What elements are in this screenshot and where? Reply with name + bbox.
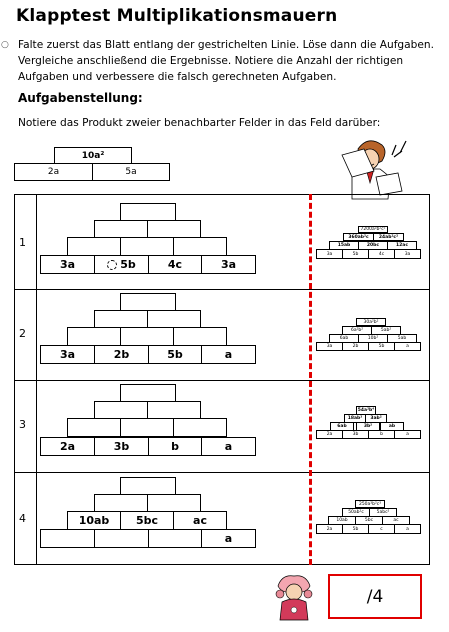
row-divider — [14, 472, 430, 473]
wall-brick[interactable] — [94, 220, 148, 238]
solution-brick: 5ab — [387, 334, 417, 343]
solution-brick: b — [368, 430, 395, 439]
wall-brick[interactable] — [147, 220, 201, 238]
solution-brick: 10b² — [358, 334, 388, 343]
wall-brick[interactable] — [120, 203, 176, 221]
cursor-icon — [107, 260, 117, 270]
solution-brick: 24ab²c² — [373, 233, 404, 241]
wall-brick: b — [148, 437, 202, 456]
wall-brick — [94, 255, 149, 274]
wall-brick[interactable] — [120, 237, 174, 256]
row-number: 3 — [19, 418, 26, 431]
wall-brick[interactable] — [67, 327, 121, 346]
wall-brick: 3a — [201, 255, 256, 274]
wall-brick[interactable] — [94, 529, 149, 548]
wall-brick: 3b — [94, 437, 149, 456]
wall-brick[interactable] — [147, 494, 201, 512]
teacher-illustration — [336, 135, 414, 200]
wall-brick[interactable] — [94, 310, 148, 328]
intro-text: Falte zuerst das Blatt entlang der gestrichelten Linie. Löse dann die Aufgaben. Vergleiche anschließend die Ergebnisse. Notiere die Anzahl der richtigen Aufgaben und verbessere die falsch gerechneten Aufgaben. — [18, 39, 434, 83]
wall-brick[interactable] — [120, 418, 174, 437]
example-left-brick: 2a — [14, 163, 93, 181]
solution-brick: c — [368, 524, 395, 534]
wall-brick: 2a — [40, 437, 95, 456]
solution-brick: 12ac — [387, 241, 417, 250]
solution-brick: 5b — [342, 524, 369, 534]
wall-brick[interactable] — [173, 418, 227, 437]
solution-brick: 7200a²b²c² — [358, 226, 388, 233]
solution-brick: 10ab — [328, 516, 356, 525]
solution-brick: 2a — [316, 430, 343, 439]
fold-line — [309, 194, 312, 565]
wall-brick: a — [201, 345, 256, 364]
solution-brick: 6a²b² — [342, 326, 372, 335]
solution-brick: 3a — [316, 342, 343, 351]
example-top-brick: 10a² — [54, 147, 132, 164]
solution-brick: 5b — [342, 249, 369, 259]
solution-brick: 2a — [316, 524, 343, 534]
wall-brick: ac — [173, 511, 227, 530]
solution-brick: 18ab³ — [344, 414, 366, 423]
wall-brick: a — [201, 529, 256, 548]
solution-brick: 3a — [394, 249, 421, 259]
wall-brick[interactable] — [147, 310, 201, 328]
solution-brick: ac — [382, 516, 410, 525]
row-number: 2 — [19, 327, 26, 340]
wall-brick[interactable] — [120, 477, 176, 495]
solution-brick: 5ab² — [371, 326, 401, 335]
solution-brick: 54a²b⁴ — [357, 408, 375, 413]
wall-brick: a — [201, 437, 256, 456]
score-field[interactable] — [328, 574, 422, 619]
solution-brick: 360ab²c — [343, 233, 374, 241]
wall-brick[interactable] — [94, 494, 148, 512]
wall-brick[interactable] — [120, 327, 174, 346]
solution-brick: 5b — [368, 342, 395, 351]
solution-brick: 4c — [368, 249, 395, 259]
solution-brick: 3ab² — [365, 414, 387, 423]
wall-brick: 2b — [94, 345, 149, 364]
wall-brick[interactable] — [173, 327, 227, 346]
wall-brick[interactable] — [120, 293, 176, 311]
wall-brick: 5b — [148, 345, 202, 364]
row-number: 4 — [19, 512, 26, 525]
row-divider — [14, 380, 430, 381]
wall-brick: 4c — [148, 255, 202, 274]
solution-brick: 6ab — [330, 422, 354, 431]
solution-brick: 20bc — [358, 241, 388, 250]
solution-brick: 5abc² — [369, 508, 397, 517]
solution-brick: 2b — [342, 342, 369, 351]
wall-brick[interactable] — [67, 237, 121, 256]
brick-value: 5b — [120, 258, 136, 271]
solution-brick: a — [394, 524, 421, 534]
wall-brick: 10ab — [67, 511, 121, 530]
task-heading: Aufgabenstellung: — [18, 91, 143, 105]
score-label: /4 — [366, 586, 384, 607]
wall-brick[interactable] — [120, 384, 176, 402]
wall-brick[interactable] — [173, 237, 227, 256]
task-instruction: Notiere das Produkt zweier benachbarter Felder in das Feld darüber: — [18, 117, 381, 129]
solution-brick: ab — [380, 422, 404, 431]
wall-brick[interactable] — [67, 418, 121, 437]
solution-brick: 5bc — [355, 516, 383, 525]
solution-brick: 3b — [342, 430, 369, 439]
wall-brick[interactable] — [148, 529, 202, 548]
solution-brick: 3b² — [356, 422, 380, 431]
solution-brick: a — [394, 430, 421, 439]
wall-brick[interactable] — [147, 401, 201, 419]
solution-brick: 30a²b² — [356, 318, 386, 326]
wall-brick[interactable] — [40, 529, 95, 548]
solution-brick: 50ab²c — [342, 508, 370, 517]
solution-brick: 6ab — [329, 334, 359, 343]
wall-brick: 3a — [40, 255, 95, 274]
margin-mark: ○ — [1, 40, 9, 50]
wall-brick: 3a — [40, 345, 95, 364]
mascot-illustration — [272, 572, 316, 624]
row-divider — [14, 289, 430, 290]
wall-brick[interactable] — [94, 401, 148, 419]
row-number: 1 — [19, 236, 26, 249]
wall-brick: 5bc — [120, 511, 174, 530]
solution-brick: 3a — [316, 249, 343, 259]
solution-brick: a — [394, 342, 421, 351]
solution-brick: 250a³b²c³ — [355, 500, 385, 508]
example-right-brick: 5a — [92, 163, 170, 181]
solution-brick: 15ab — [329, 241, 359, 250]
page-title: Klapptest Multiplikationsmauern — [16, 6, 338, 26]
